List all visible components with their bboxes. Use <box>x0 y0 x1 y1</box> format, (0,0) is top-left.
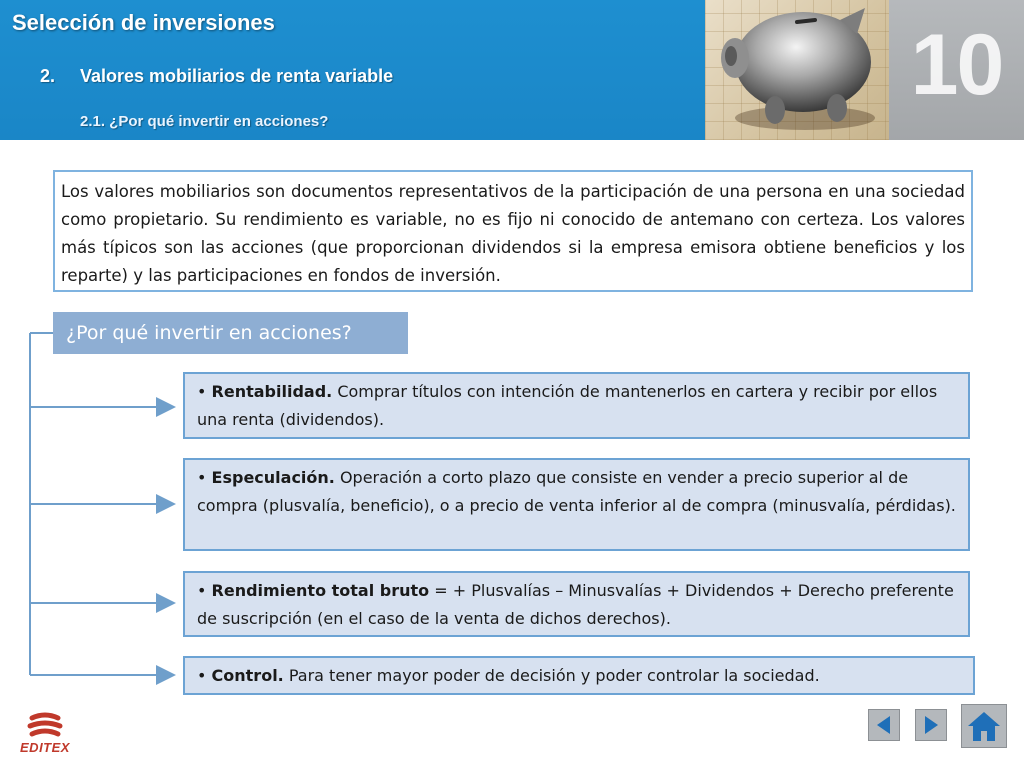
reason-term: Control. <box>211 666 284 685</box>
piggy-bank-icon <box>705 0 889 140</box>
previous-slide-button[interactable] <box>868 709 900 741</box>
section-heading: ¿Por qué invertir en acciones? <box>53 312 408 354</box>
reason-rendimiento-total <box>183 571 970 637</box>
next-slide-button[interactable] <box>915 709 947 741</box>
reason-rentabilidad <box>183 372 970 439</box>
bullet: • <box>197 666 207 685</box>
reason-term: Rentabilidad. <box>211 382 333 401</box>
page-title: Selección de inversiones <box>12 10 275 35</box>
reason-term: Especulación. <box>211 468 335 487</box>
reason-control <box>183 656 975 695</box>
home-icon <box>966 709 1002 743</box>
reason-text: Operación a corto plazo que consiste en vender a precio superior al de compra (plusvalía, beneficio), o a precio de venta inferior al de compra (minusvalía, pérdidas). <box>197 468 956 515</box>
unit-number: 10 <box>910 17 1003 113</box>
subsection-title: 2.1. ¿Por qué invertir en acciones? <box>80 113 329 130</box>
home-button[interactable] <box>961 704 1007 748</box>
reason-term: Rendimiento total bruto <box>211 581 430 600</box>
editex-logo-icon <box>10 712 80 742</box>
arrow-left-icon <box>872 713 896 737</box>
unit-number-box <box>889 0 1024 140</box>
section-title: Valores mobiliarios de renta variable <box>80 66 394 86</box>
bullet: • <box>197 382 207 401</box>
intro-paragraph: Los valores mobiliarios son documentos representativos de la participación de una persona en una sociedad como propietario. Su rendimiento es variable, no es fijo ni conocido de antemano con certeza. Los valores más típicos son las acciones (que proporcionan dividendos si la empresa emisora obtiene beneficios y los reparte) y las participaciones en fondos de inversión. <box>61 182 965 285</box>
intro-box <box>53 170 973 292</box>
section-number: 2. <box>40 66 56 86</box>
bullet: • <box>197 468 207 487</box>
reason-text: Comprar títulos con intención de mantenerlos en cartera y recibir por ellos una renta (dividendos). <box>197 382 938 429</box>
arrow-right-icon <box>919 713 943 737</box>
editex-logo <box>10 712 80 758</box>
piggy-bank-photo <box>705 0 889 140</box>
logo-text: EDITEX <box>20 740 70 755</box>
bullet: • <box>197 581 207 600</box>
reason-text: = + Plusvalías – Minusvalías + Dividendos + Derecho preferente de suscripción (en el caso de la venta de dichos derechos). <box>197 581 954 628</box>
reason-text: Para tener mayor poder de decisión y poder controlar la sociedad. <box>283 666 820 685</box>
reason-especulacion <box>183 458 970 551</box>
header-band <box>0 0 705 140</box>
